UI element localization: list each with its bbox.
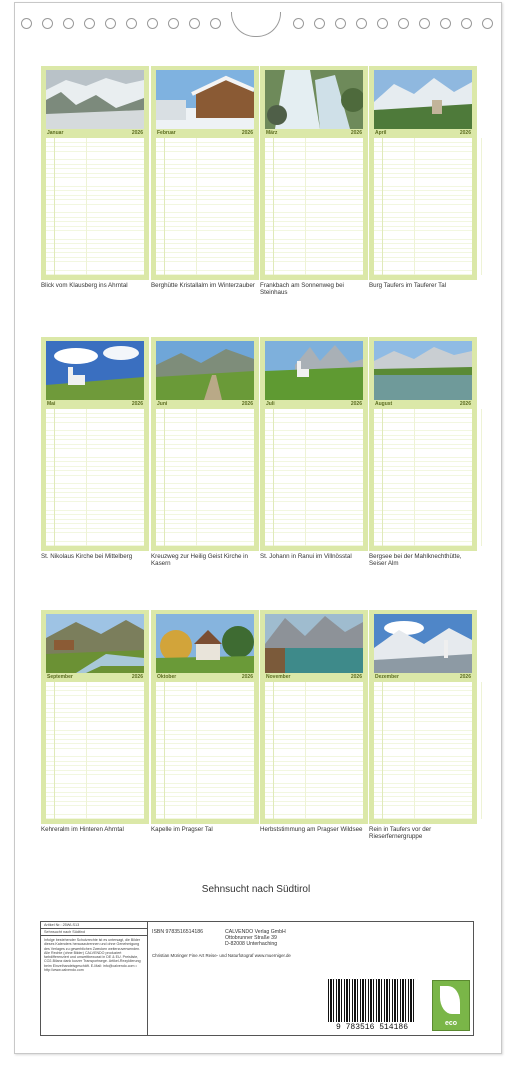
month-header: [46, 401, 144, 408]
month-name: April: [375, 130, 387, 136]
month-photo: [374, 70, 472, 129]
month-name: Februar: [157, 130, 176, 136]
month-card: [260, 66, 368, 280]
binding-hole: [335, 18, 346, 29]
day-grid: [374, 682, 472, 819]
month-photo: [265, 70, 363, 129]
month-name: August: [375, 401, 393, 407]
day-grid: [374, 138, 472, 275]
binding-hole: [482, 18, 493, 29]
month-name: Juli: [266, 401, 275, 407]
month-year: 2026: [350, 401, 362, 407]
info-right-column: [148, 922, 473, 1035]
binding-hole: [126, 18, 137, 29]
binding-hole: [210, 18, 221, 29]
barcode: [328, 979, 414, 1024]
month-card: [41, 66, 149, 280]
month-photo: [156, 614, 254, 673]
month-photo: [46, 70, 144, 129]
photo-caption: Blick vom Klausberg ins Ahrntal: [41, 282, 128, 289]
info-left-column: [41, 922, 148, 1035]
leaf-icon: [440, 986, 460, 1014]
photo-caption: Berghütte Kristallalm im Winterzauber: [151, 282, 255, 289]
month-year: 2026: [131, 130, 143, 136]
day-grid: [156, 682, 254, 819]
month-name: November: [266, 674, 291, 680]
binding-holes: [0, 12, 512, 36]
photo-caption: Burg Taufers im Tauferer Tal: [369, 282, 447, 289]
month-year: 2026: [459, 130, 471, 136]
month-card: [369, 610, 477, 824]
photo-caption: St. Johann in Ranui im Villnösstal: [260, 553, 352, 560]
month-year: 2026: [241, 674, 253, 680]
photo-caption: Kapelle im Pragser Tal: [151, 826, 213, 833]
binding-hole: [189, 18, 200, 29]
month-year: 2026: [459, 401, 471, 407]
binding-hole: [398, 18, 409, 29]
month-header: [46, 130, 144, 137]
month-year: 2026: [241, 401, 253, 407]
month-card: [151, 337, 259, 551]
calendar-title: Sehnsucht nach Südtirol: [201, 884, 311, 895]
isbn: ISBN 9783516514186: [152, 929, 204, 935]
binding-hole: [42, 18, 53, 29]
publisher: CALVENDO Verlag GmbH: [225, 929, 286, 935]
day-grid: [374, 409, 472, 546]
month-card: [369, 337, 477, 551]
month-header: [265, 674, 363, 681]
photo-caption: Frankbach am Sonnenweg bei Steinhaus: [260, 282, 344, 296]
legal-note: Infolge bestehender Schutzrechte ist es untersagt, die Bilder dieses Kalenders herauszutrennen und ohne Genehmigung des Verlages zu gewerblichen Zwecken weiterzuverwenden. Alle Rechte (ohne Bilder) CALVENDO produziert farbdifferenziert und umweltbewusst in DE & EU. Preisliste, CO2-Bilanz dank kurzer Transportwege. Artikel-Rezyklierung beim Einzelhandelsgeschäft. E-Mail: info@calvendo.com • http://www.calvendo.com: [44, 938, 141, 973]
month-name: Januar: [47, 130, 64, 136]
month-photo: [374, 614, 472, 673]
month-year: 2026: [350, 130, 362, 136]
month-photo: [374, 341, 472, 400]
month-name: Mai: [47, 401, 56, 407]
month-name: März: [266, 130, 278, 136]
month-name: Oktober: [157, 674, 177, 680]
article-number: Artikel Nr.: 25WLS13: [41, 922, 147, 929]
month-name: Juni: [157, 401, 168, 407]
photo-caption: Bergsee bei der Mahlknechthütte, Seiser Alm: [369, 553, 462, 567]
day-grid: [46, 138, 144, 275]
binding-hole: [440, 18, 451, 29]
photographer: Christian Müringer Fine Art Reise- und Naturfotograf www.muerniger.de: [152, 953, 291, 958]
day-grid: [156, 138, 254, 275]
month-header: [374, 674, 472, 681]
info-panel: [40, 921, 474, 1036]
month-header: [265, 401, 363, 408]
month-header: [374, 130, 472, 137]
binding-hole: [377, 18, 388, 29]
month-year: 2026: [350, 674, 362, 680]
day-grid: [46, 682, 144, 819]
binding-hole: [356, 18, 367, 29]
month-card: [151, 610, 259, 824]
binding-hole: [293, 18, 304, 29]
product-name: Sehnsucht nach Südtirol: [41, 929, 147, 936]
day-grid: [265, 138, 363, 275]
month-year: 2026: [459, 674, 471, 680]
month-card: [260, 337, 368, 551]
month-card: [41, 337, 149, 551]
month-header: [156, 674, 254, 681]
photo-caption: Kehreralm im Hinteren Ahrntal: [41, 826, 124, 833]
month-year: 2026: [241, 130, 253, 136]
photo-caption: Herbststimmung am Pragser Wildsee: [260, 826, 363, 833]
photo-caption: St. Nikolaus Kirche bei Mittelberg: [41, 553, 133, 560]
month-photo: [46, 341, 144, 400]
month-card: [260, 610, 368, 824]
month-year: 2026: [131, 674, 143, 680]
month-card: [369, 66, 477, 280]
binding-hole: [21, 18, 32, 29]
binding-hole: [84, 18, 95, 29]
barcode-number: 9 783516 514186: [324, 1022, 420, 1034]
month-name: September: [47, 674, 73, 680]
binding-hole: [63, 18, 74, 29]
hanger-notch: [231, 12, 281, 37]
month-photo: [265, 614, 363, 673]
month-card: [41, 610, 149, 824]
day-grid: [265, 409, 363, 546]
day-grid: [265, 682, 363, 819]
day-grid: [46, 409, 144, 546]
day-grid: [156, 409, 254, 546]
month-header: [156, 130, 254, 137]
month-name: Dezember: [375, 674, 399, 680]
binding-hole: [461, 18, 472, 29]
eco-logo: [432, 980, 470, 1031]
month-header: [265, 130, 363, 137]
publisher-street: Ottobrunner Straße 39: [225, 935, 277, 941]
month-photo: [156, 70, 254, 129]
month-header: [46, 674, 144, 681]
binding-hole: [168, 18, 179, 29]
month-photo: [46, 614, 144, 673]
month-header: [156, 401, 254, 408]
binding-hole: [314, 18, 325, 29]
publisher-city: D-82008 Unterhaching: [225, 941, 278, 947]
binding-hole: [147, 18, 158, 29]
eco-label: eco: [444, 1020, 458, 1027]
month-header: [374, 401, 472, 408]
month-photo: [156, 341, 254, 400]
binding-hole: [105, 18, 116, 29]
photo-caption: Rein in Taufers vor der Rieserfernergruppe: [369, 826, 432, 840]
binding-hole: [419, 18, 430, 29]
month-year: 2026: [131, 401, 143, 407]
month-photo: [265, 341, 363, 400]
month-card: [151, 66, 259, 280]
photo-caption: Kreuzweg zur Heilig Geist Kirche in Kasern: [151, 553, 248, 567]
